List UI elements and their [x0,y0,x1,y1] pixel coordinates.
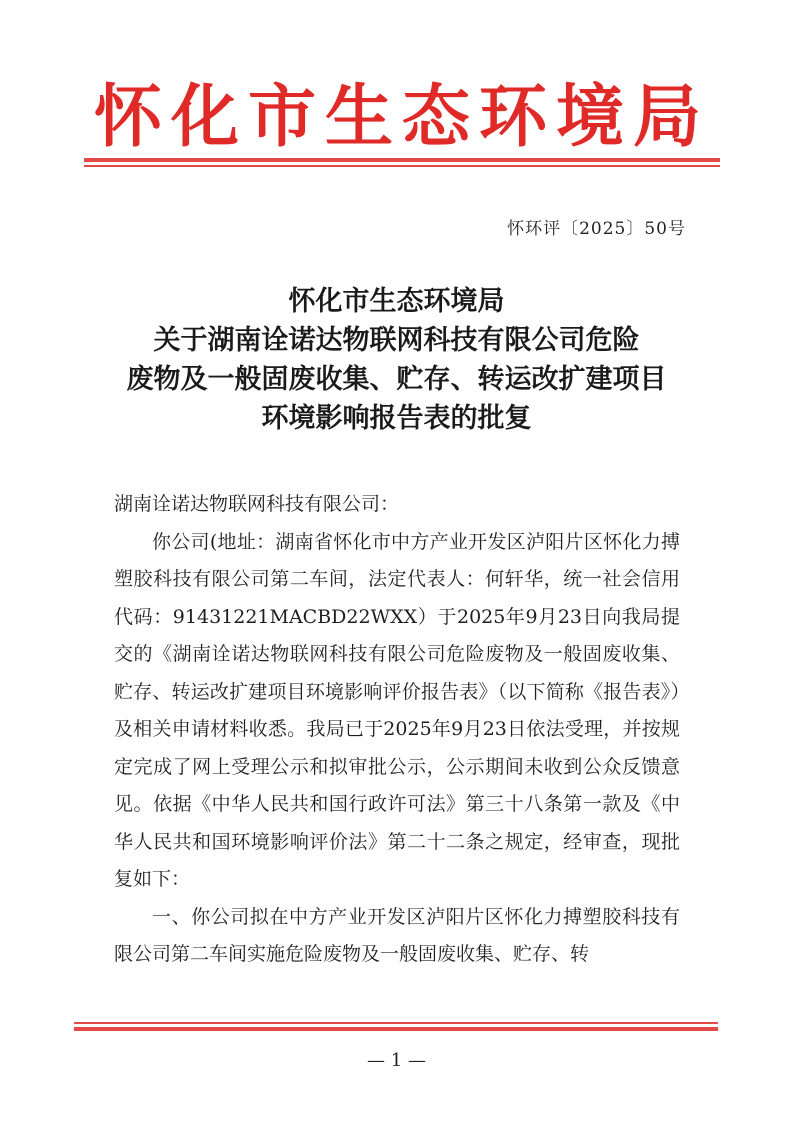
header-rule-thin [84,165,720,167]
title-line: 环境影响报告表的批复 [261,403,532,434]
header-rule-thick [84,158,720,162]
agency-header: 怀化市生态环境局 [93,78,710,157]
paragraph: 一、你公司拟在中方产业开发区泸阳片区怀化力搏塑胶科技有限公司第二车间实施危险废物及一般固废收集、贮存、转 [114,905,680,965]
footer-rule-thin [74,1022,718,1024]
document-title [90,282,703,438]
document-number: 怀环评〔2025〕50号 [507,219,686,239]
document-body [114,486,680,974]
footer-rule-thick [74,1027,718,1031]
page-number: — 1 — [367,1050,426,1071]
title-line: 怀化市生态环境局 [288,286,505,317]
title-line: 废物及一般固废收集、贮存、转运改扩建项目 [126,364,667,395]
title-line: 关于湖南诠诺达物联网科技有限公司危险 [153,325,640,356]
paragraph: 你公司(地址：湖南省怀化市中方产业开发区泸阳片区怀化力搏塑胶科技有限公司第二车间，法定代表人：何轩华，统一社会信用代码：91431221MACBD22WXX）于2025年9月23日向我局提交的《湖南诠诺达物联网科技有限公司危险废物及一般固废收集、贮存、转运改扩建项目环境影响评价报告表》（以下简称《报告表》）及相关申请材料收悉。我局已于2025年9月23日依法受理，并按规定完成了网上受理公示和拟审批公示，公示期间未收到公众反馈意见。依据《中华人民共和国行政许可法》第三十八条第一款及《中华人民共和国环境影响评价法》第二十二条之规定，经审查，现批复如下： [114,530,680,890]
salutation: 湖南诠诺达物联网科技有限公司： [114,493,400,515]
